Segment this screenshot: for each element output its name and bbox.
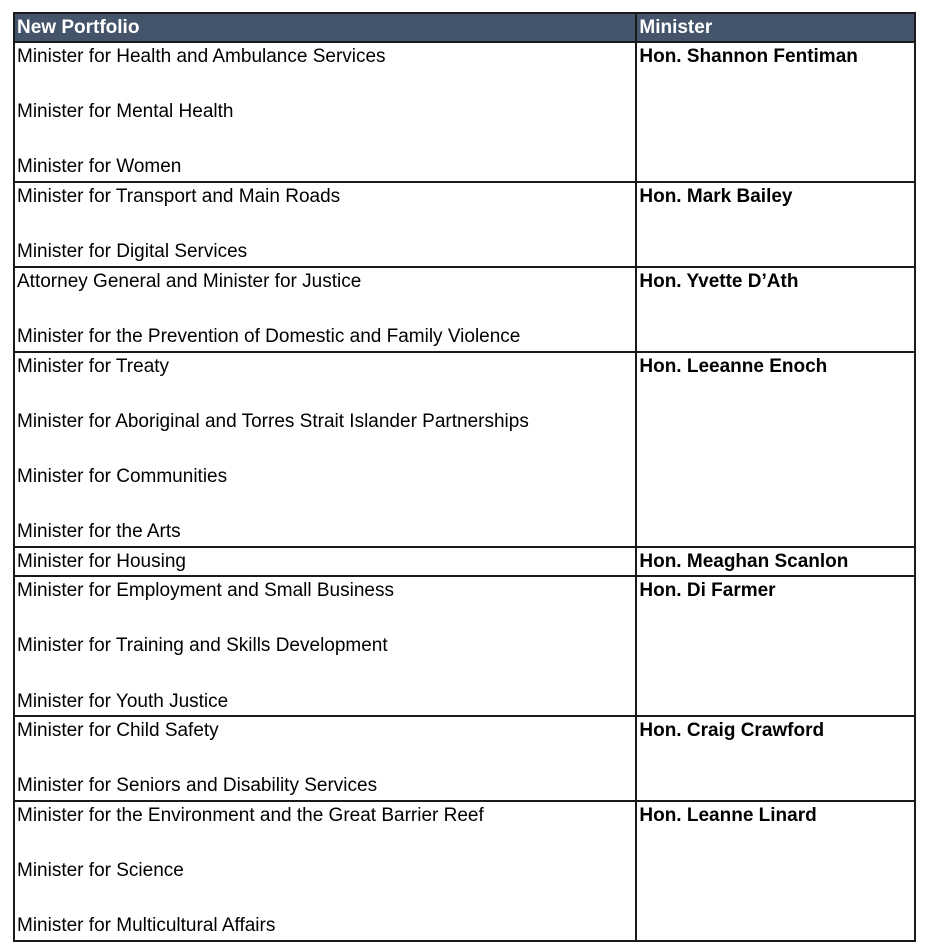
- line-spacer: [17, 830, 635, 858]
- minister-name: Hon. Leanne Linard: [639, 805, 817, 827]
- table-row: [14, 182, 915, 267]
- portfolio-title: Minister for the Environment and the Great Barrier Reef: [17, 805, 484, 827]
- portfolio-title: Minister for Youth Justice: [17, 690, 229, 712]
- line-spacer: [17, 885, 635, 913]
- portfolio-title: Minister for Seniors and Disability Services: [17, 775, 378, 797]
- table-row: [14, 352, 915, 547]
- line-spacer: [17, 71, 635, 99]
- portfolio-cell: [14, 576, 636, 716]
- minister-cell: [636, 42, 915, 182]
- portfolio-title: Minister for Women: [17, 156, 182, 178]
- portfolio-title: Attorney General and Minister for Justice: [17, 270, 362, 292]
- portfolio-title: Minister for Science: [17, 860, 184, 882]
- line-spacer: [17, 660, 635, 688]
- portfolio-cell: [14, 547, 636, 577]
- minister-cell: [636, 547, 915, 577]
- portfolio-title: Minister for Digital Services: [17, 241, 248, 263]
- portfolio-cell: [14, 801, 636, 941]
- table-header: [14, 13, 915, 42]
- table-body: [14, 42, 915, 941]
- line-spacer: [17, 211, 635, 239]
- header-new-portfolio: New Portfolio: [14, 13, 636, 42]
- line-spacer: [17, 745, 635, 773]
- portfolio-title: Minister for Communities: [17, 465, 228, 487]
- minister-cell: [636, 716, 915, 801]
- line-spacer: [17, 295, 635, 323]
- minister-name: Hon. Mark Bailey: [639, 185, 793, 207]
- table-row: [14, 547, 915, 577]
- table-row: [14, 42, 915, 182]
- line-spacer: [17, 435, 635, 463]
- line-spacer: [17, 380, 635, 408]
- line-spacer: [17, 605, 635, 633]
- minister-name: Hon. Yvette D’Ath: [639, 270, 799, 292]
- portfolio-title: Minister for Aboriginal and Torres Strait Islander Partnerships: [17, 410, 529, 432]
- portfolio-title: Minister for Health and Ambulance Services: [17, 46, 386, 67]
- portfolio-cell: [14, 182, 636, 267]
- portfolio-title: Minister for Transport and Main Roads: [17, 185, 341, 207]
- minister-cell: [636, 352, 915, 547]
- portfolio-title: Minister for Child Safety: [17, 720, 219, 742]
- portfolio-title: Minister for Treaty: [17, 355, 170, 377]
- portfolio-table: [13, 12, 916, 942]
- line-spacer: [17, 491, 635, 519]
- header-minister: Minister: [636, 13, 915, 42]
- minister-name: Hon. Di Farmer: [639, 580, 776, 602]
- portfolio-title: Minister for the Arts: [17, 521, 181, 543]
- portfolio-title: Minister for Housing: [17, 550, 186, 572]
- portfolio-title: Minister for Multicultural Affairs: [17, 915, 276, 937]
- table-row: [14, 716, 915, 801]
- table-row: [14, 576, 915, 716]
- line-spacer: [17, 126, 635, 154]
- portfolio-title: Minister for Mental Health: [17, 101, 234, 123]
- portfolio-title: Minister for Employment and Small Business: [17, 580, 394, 602]
- table-row: [14, 267, 915, 352]
- minister-name: Hon. Leeanne Enoch: [639, 355, 828, 377]
- portfolio-title: Minister for Training and Skills Development: [17, 635, 388, 657]
- minister-cell: [636, 267, 915, 352]
- table-row: [14, 801, 915, 941]
- portfolio-cell: [14, 267, 636, 352]
- minister-cell: [636, 182, 915, 267]
- minister-name: Hon. Shannon Fentiman: [639, 46, 858, 67]
- portfolio-cell: [14, 716, 636, 801]
- minister-cell: [636, 576, 915, 716]
- portfolio-title: Minister for the Prevention of Domestic and Family Violence: [17, 325, 521, 347]
- portfolio-cell: [14, 42, 636, 182]
- minister-name: Hon. Meaghan Scanlon: [639, 550, 849, 572]
- minister-cell: [636, 801, 915, 941]
- minister-name: Hon. Craig Crawford: [639, 720, 825, 742]
- header-row: [14, 13, 915, 42]
- portfolio-cell: [14, 352, 636, 547]
